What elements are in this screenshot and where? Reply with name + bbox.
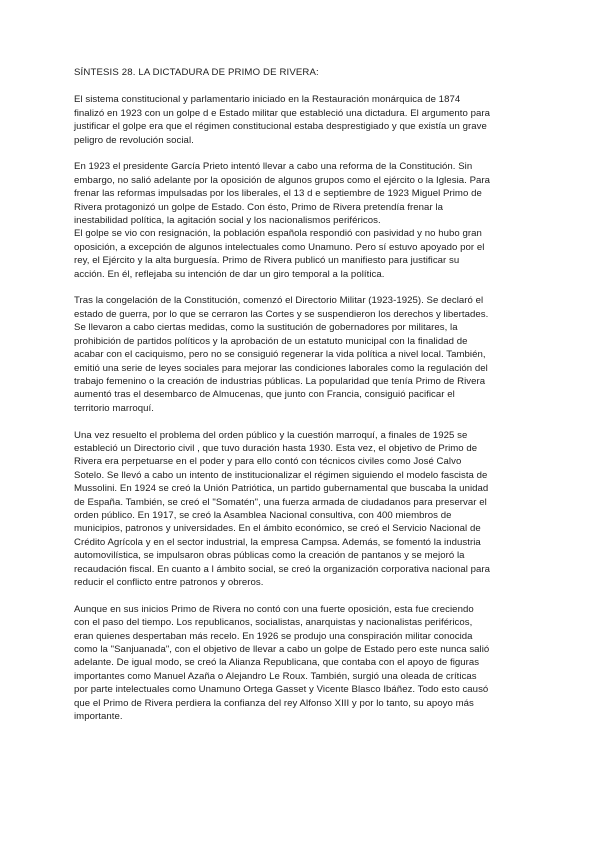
text-line: justificar el golpe era que el régimen constitucional estaba desprestigiado y que existía un grave — [74, 121, 487, 133]
text-line: inestabilidad política, la agitación social y los nacionalismos periféricos. — [74, 215, 381, 227]
text-line: territorio marroquí. — [74, 402, 154, 414]
text-line: aumentó tras el desembarco de Almucenas, que junto con Francia, consiguió pacificar el — [74, 389, 455, 401]
text-line: con el paso del tiempo. Los republicanos, socialistas, anarquistas y nacionalistas periféricos, — [74, 617, 473, 629]
document-title: SÍNTESIS 28. LA DICTADURA DE PRIMO DE RIVERA: — [74, 67, 319, 78]
paragraph-directorio-militar — [74, 294, 530, 415]
text-line: Aunque en sus inicios Primo de Rivera no contó con una fuerte oposición, esta fue creciendo — [74, 603, 474, 615]
text-line: de España. También, se creó el "Somatén", una fuerza armada de ciudadanos para preservar el — [74, 496, 487, 508]
text-line: como la "Sanjuanada", con el objetivo de llevar a cabo un golpe de Estado pero este nunca salió — [74, 644, 490, 655]
paragraph-intro — [74, 93, 530, 147]
text-line: Sotelo. Se llevó a cabo un intento de institucionalizar el régimen siguiendo el modelo fascista de — [74, 469, 488, 481]
text-line: Se llevaron a cabo ciertas medidas, como la sustitución de gobernadores por militares, la — [74, 322, 458, 334]
text-line: estado de guerra, por lo que se cerraron las Cortes y se suspendieron los derechos y libertades. — [74, 308, 489, 320]
text-line: importante. — [74, 711, 123, 723]
text-line: prohibición de partidos políticos y la aprobación de un estatuto municipal con la finalidad de — [74, 335, 468, 347]
text-line: acabar con el caciquismo, pero no se consiguió regenerar la vida política a nivel local. También, — [74, 349, 486, 361]
paragraph-directorio-civil — [74, 429, 530, 590]
text-line: reducir el conflicto entre patronos y obreros. — [74, 576, 264, 588]
text-line: recaudación fiscal. En cuanto a l ámbito social, se creó la organización corporativa nacional para — [74, 563, 491, 575]
text-line: municipios, patronos y universidades. En el ámbito económico, se creó el Servicio Nacional de — [74, 523, 481, 535]
paragraph-oposicion — [74, 603, 530, 724]
text-line: que el Primo de Rivera perdiera la confianza del rey Alfonso XIII y por lo tanto, su apoyo más — [74, 697, 474, 709]
text-line: peligro de revolución social. — [74, 134, 194, 146]
text-line: orden público. En 1917, se creó la Asamblea Nacional consultiva, con 400 miembros de — [74, 509, 452, 521]
text-line: Rivera era perpetuarse en el poder y para ello contó con técnicos civiles como José Calvo — [74, 456, 462, 468]
document-page — [74, 66, 530, 737]
text-line: automovilística, se impulsaron obras públicas como la creación de pantanos y se mejoró la — [74, 550, 465, 562]
text-line: oposición, a excepción de algunos intelectuales como Unamuno. Pero sí estuvo apoyado por el — [74, 241, 485, 253]
text-line: eran quienes despertaban más recelo. En 1926 se produjo una conspiración militar conocida — [74, 630, 473, 642]
text-line: Rivera protagonizó un golpe de Estado. Con ésto, Primo de Rivera pretendía frenar la — [74, 201, 443, 213]
text-line: frenar las reformas impulsadas por los liberales, el 13 d e septiembre de 1923 Miguel Primo de — [74, 188, 482, 200]
text-line: Crédito Agrícola y en el sector industrial, la empresa Campsa. Además, se fomentó la industria — [74, 536, 481, 548]
text-line: Una vez resuelto el problema del orden público y la cuestión marroquí, a finales de 1925 se — [74, 429, 468, 441]
text-line: Tras la congelación de la Constitución, comenzó el Directorio Militar (1923-1925). Se declaró el — [74, 295, 484, 307]
paragraph-golpe — [74, 160, 530, 227]
text-line: trabajo femenino o la creación de industrias públicas. La popularidad que tenía Primo de Rivera — [74, 375, 486, 387]
text-line: rey, el Ejército y la alta burguesía. Primo de Rivera publicó un manifiesto para justificar su — [74, 255, 460, 267]
text-line: adelante. De igual modo, se creó la Alianza Republicana, que contaba con el apoyo de figuras — [74, 657, 480, 669]
text-line: importantes como Manuel Azaña o Alejandro Le Roux. También, surgió una oleada de críticas — [74, 670, 477, 682]
text-line: El sistema constitucional y parlamentario iniciado en la Restauración monárquica de 1874 — [74, 94, 461, 106]
text-line: acción. En él, reflejaba su intención de dar un giro temporal a la política. — [74, 268, 385, 280]
text-line: emitió una serie de leyes sociales para mejorar las condiciones laborales como la regulación del — [74, 362, 488, 374]
paragraph-reaccion — [74, 227, 530, 281]
text-line: En 1923 el presidente García Prieto intentó llevar a cabo una reforma de la Constitución. Sin — [74, 161, 473, 173]
text-line: Mussolini. En 1924 se creó la Unión Patriótica, un partido gubernamental que buscaba la unidad — [74, 483, 489, 495]
text-line: embargo, no salió adelante por la oposición de algunos grupos como el ejército o la Iglesia. Para — [74, 174, 491, 186]
text-line: El golpe se vio con resignación, la población española respondió con pasividad y no hubo gran — [74, 228, 482, 240]
text-line: finalizó en 1923 con un golpe d e Estado militar que estableció una dictadura. El argumento para — [74, 107, 490, 119]
text-line: por parte intelectuales como Unamuno Ortega Gasset y Vicente Blasco Ibáñez. Todo esto causó — [74, 684, 489, 696]
text-line: estableció un Directorio civil , que tuvo duración hasta 1930. Esta vez, el objetivo de Primo de — [74, 442, 478, 454]
